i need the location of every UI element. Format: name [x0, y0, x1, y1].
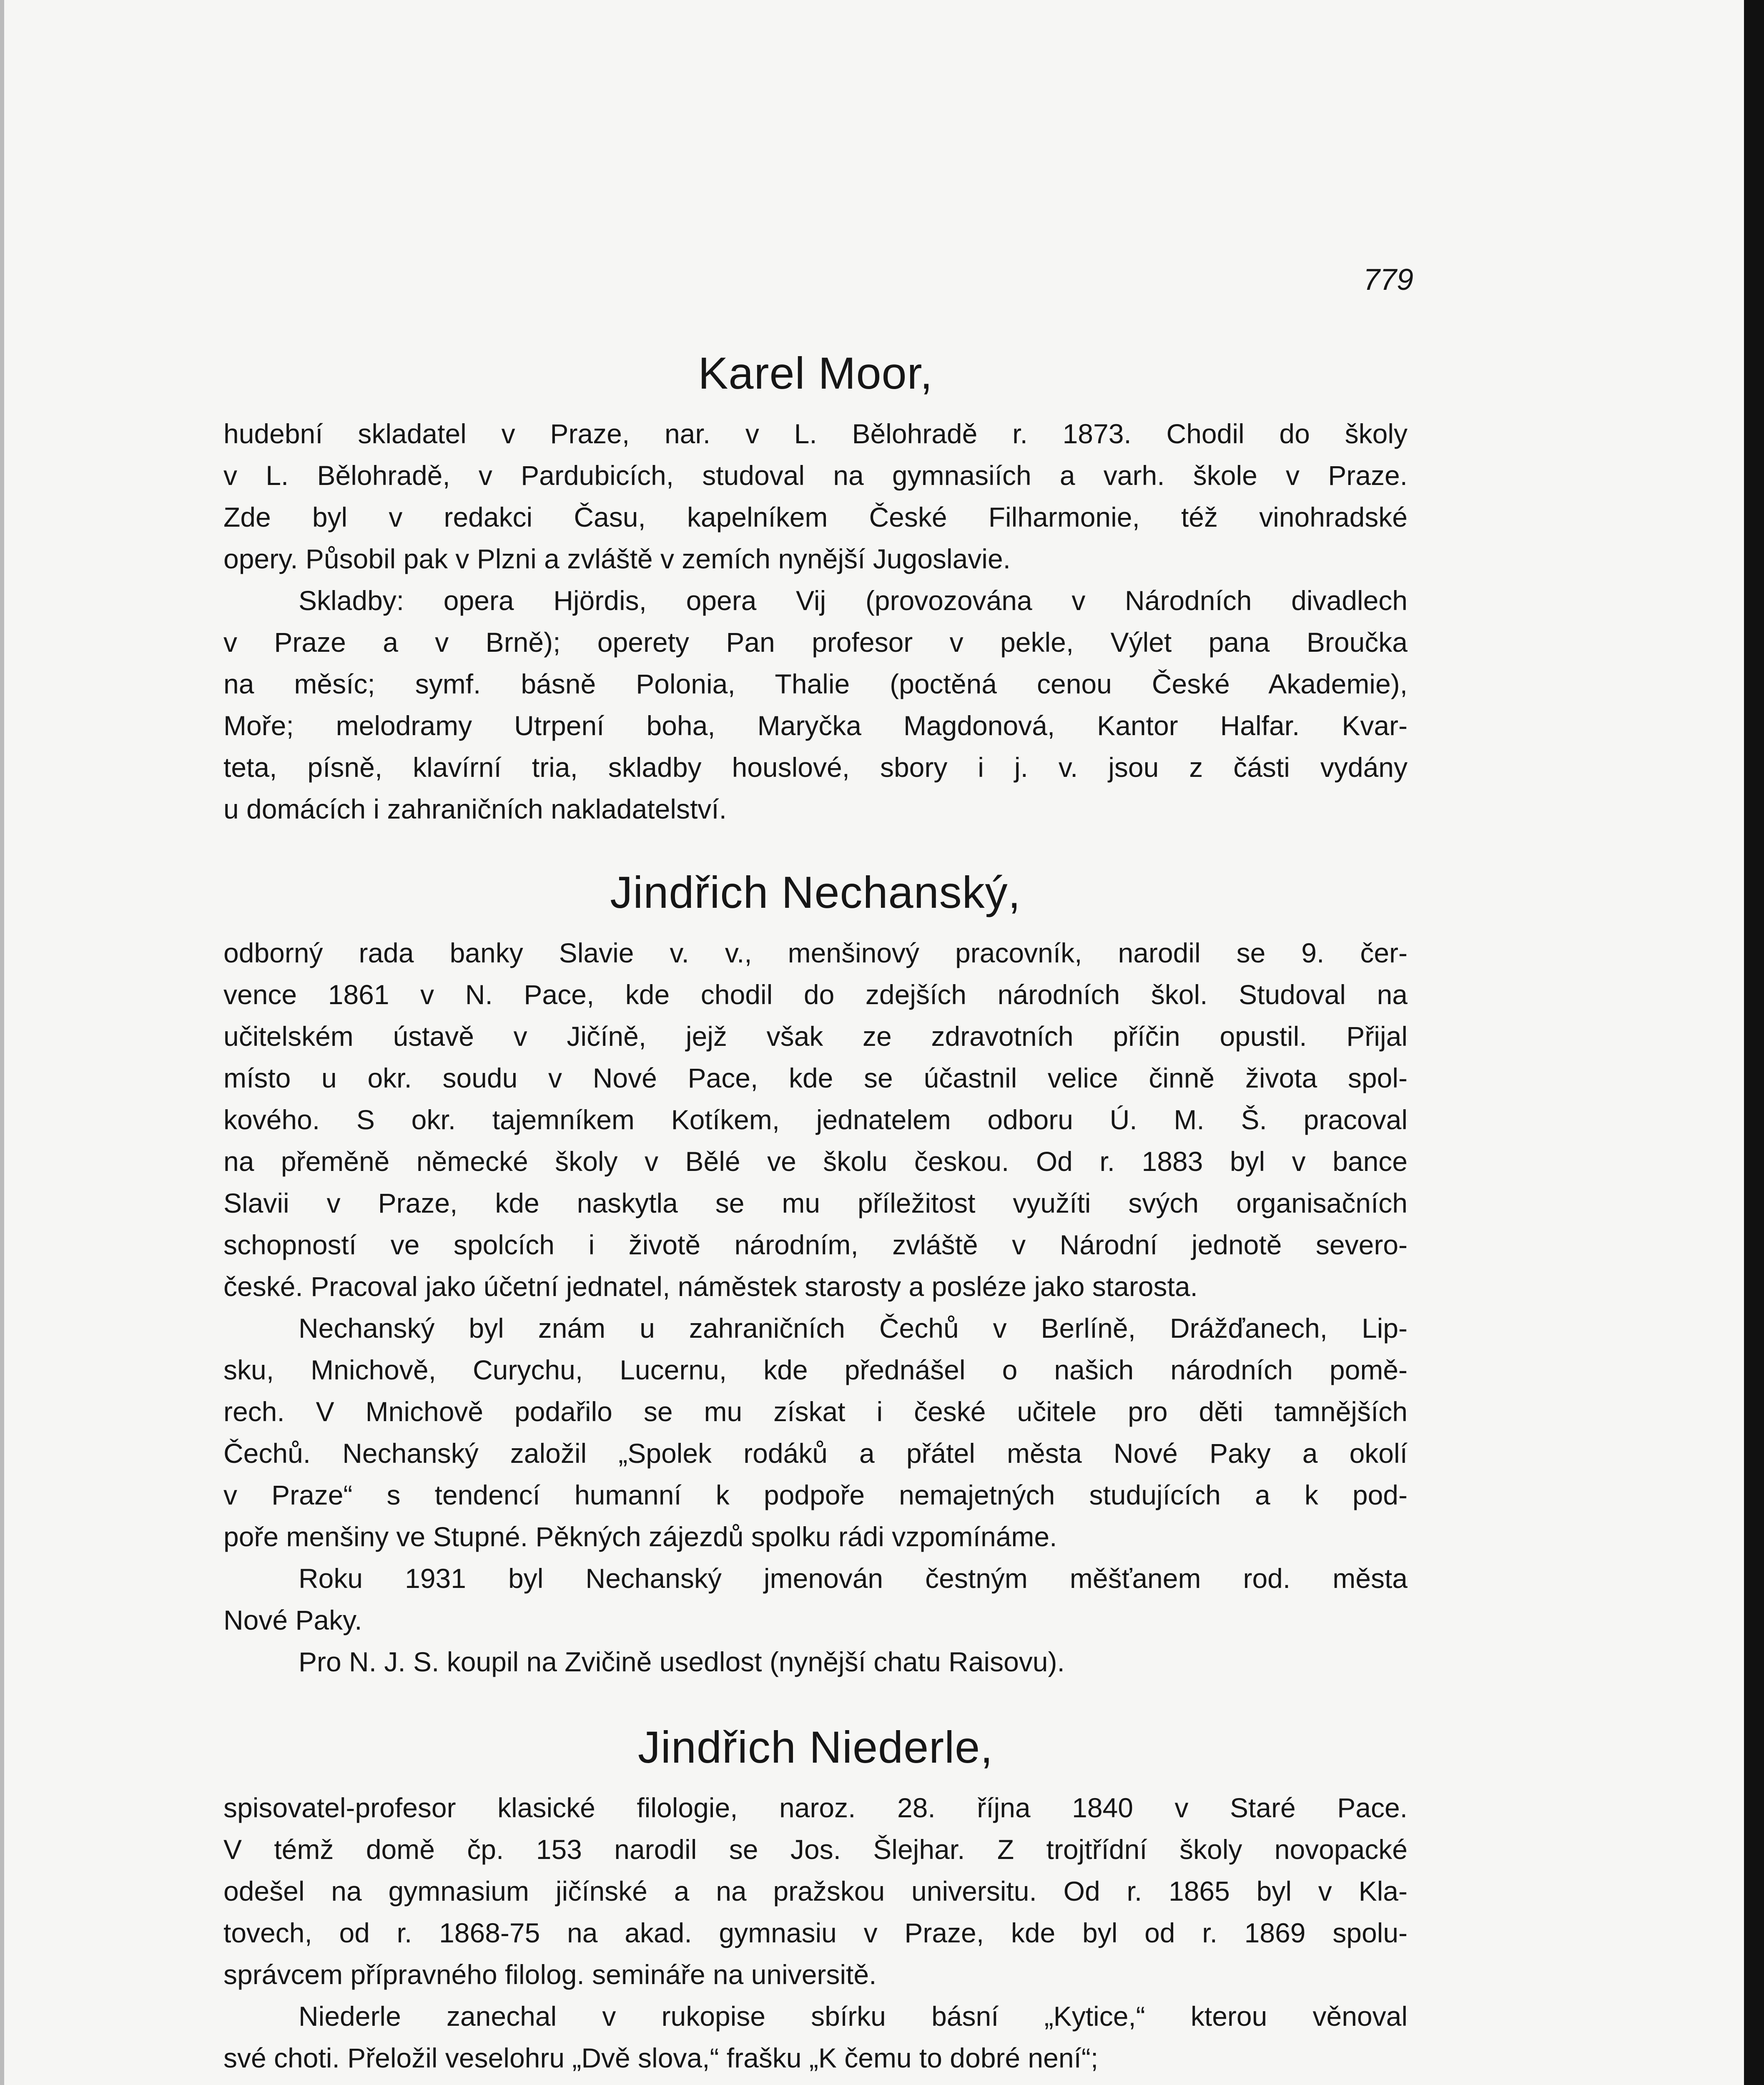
paragraph [223, 1787, 1408, 1995]
text-line: místo u okr. soudu v Nové Pace, kde se účastnil velice činně života spol- [223, 1063, 1408, 1093]
text-line: Moře; melodramy Utrpení boha, Maryčka Magdonová, Kantor Halfar. Kvar- [223, 710, 1408, 741]
paragraph [223, 1307, 1408, 1557]
text-line: učitelském ústavě v Jičíně, jejž však ze zdravotních příčin opustil. Přijal [223, 1021, 1408, 1052]
text-line: tovech, od r. 1868-75 na akad. gymnasiu v Praze, kde byl od r. 1869 spolu- [223, 1917, 1408, 1948]
paragraph [223, 580, 1408, 830]
text-line: hudební skladatel v Praze, nar. v L. Bělohradě r. 1873. Chodil do školy [223, 418, 1408, 449]
paragraph [223, 1557, 1408, 1641]
section-karel-moor [223, 342, 1408, 830]
text-line: na měsíc; symf. básně Polonia, Thalie (poctěná cenou České Akademie), [223, 668, 1408, 699]
text-line: spisovatel-profesor klasické filologie, naroz. 28. října 1840 v Staré Pace. [223, 1792, 1408, 1823]
text-line: Čechů. Nechanský založil „Spolek rodáků a přátel města Nové Paky a okolí [223, 1438, 1408, 1469]
text-line: V témž domě čp. 153 narodil se Jos. Šlejhar. Z trojtřídní školy novopacké [223, 1834, 1408, 1865]
section-jindrich-niederle [223, 1716, 1408, 2079]
text-line: v Praze a v Brně); operety Pan profesor v pekle, Výlet pana Broučka [223, 627, 1408, 658]
text-line: na přeměně německé školy v Bělé ve školu českou. Od r. 1883 byl v bance [223, 1146, 1408, 1177]
text-line: teta, písně, klavírní tria, skladby houslové, sbory i j. v. jsou z části vydány [223, 752, 1408, 783]
text-line: své choti. Přeložil veselohru „Dvě slova,“ frašku „K čemu to dobré není“; [223, 2042, 1099, 2073]
scan-edge-right [1744, 0, 1764, 2085]
section-heading: Jindřich Niederle, [637, 1722, 994, 1772]
text-line: kového. S okr. tajemníkem Kotíkem, jednatelem odboru Ú. M. Š. pracoval [223, 1104, 1408, 1135]
text-line: Nechanský byl znám u zahraničních Čechů v Berlíně, Drážďanech, Lip- [299, 1313, 1408, 1344]
page-number: 779 [1363, 263, 1413, 296]
text-line: odešel na gymnasium jičínské a na pražskou universitu. Od r. 1865 byl v Kla- [223, 1876, 1408, 1907]
paragraph [223, 1641, 1408, 1683]
text-line: v Praze“ s tendencí humanní k podpoře nemajetných studujících a k pod- [223, 1480, 1408, 1510]
text-line: správcem přípravného filolog. semináře na universitě. [223, 1959, 877, 1990]
paragraph [223, 413, 1408, 580]
text-line: Slavii v Praze, kde naskytla se mu příležitost využíti svých organisačních [223, 1188, 1408, 1218]
section-heading: Jindřich Nechanský, [610, 867, 1021, 917]
text-line: sku, Mnichově, Curychu, Lucernu, kde přednášel o našich národních pomě- [223, 1354, 1408, 1385]
text-line: české. Pracoval jako účetní jednatel, náměstek starosty a posléze jako starosta. [223, 1271, 1198, 1302]
text-line: v L. Bělohradě, v Pardubicích, studoval na gymnasiích a varh. škole v Praze. [223, 460, 1408, 491]
text-line: Niederle zanechal v rukopise sbírku básní „Kytice,“ kterou věnoval [299, 2001, 1408, 2032]
paragraph [223, 932, 1408, 1307]
text-line: Skladby: opera Hjördis, opera Vij (provozována v Národních divadlech [299, 585, 1408, 616]
text-line: Zde byl v redakci Času, kapelníkem České Filharmonie, též vinohradské [223, 502, 1408, 533]
section-jindrich-nechansky [223, 861, 1408, 1683]
text-line: odborný rada banky Slavie v. v., menšinový pracovník, narodil se 9. čer- [223, 937, 1408, 968]
text-line: poře menšiny ve Stupné. Pěkných zájezdů spolku rádi vzpomínáme. [223, 1521, 1057, 1552]
text-line: Pro N. J. S. koupil na Zvičině usedlost (nynější chatu Raisovu). [299, 1646, 1065, 1677]
text-line: u domácích i zahraničních nakladatelství. [223, 794, 727, 824]
scan-edge-left [0, 0, 4, 2085]
text-line: vence 1861 v N. Pace, kde chodil do zdejších národních škol. Studoval na [223, 979, 1408, 1010]
text-line: Nové Paky. [223, 1605, 362, 1635]
text-line: opery. Působil pak v Plzni a zvláště v zemích nynější Jugoslavie. [223, 543, 1011, 574]
paragraph [223, 1995, 1408, 2079]
text-line: schopností ve spolcích i životě národním, zvláště v Národní jednotě severo- [223, 1229, 1408, 1260]
section-heading: Karel Moor, [698, 348, 933, 398]
text-line: Roku 1931 byl Nechanský jmenován čestným měšťanem rod. města [299, 1563, 1408, 1594]
text-line: rech. V Mnichově podařilo se mu získat i české učitele pro děti tamnějších [223, 1396, 1408, 1427]
